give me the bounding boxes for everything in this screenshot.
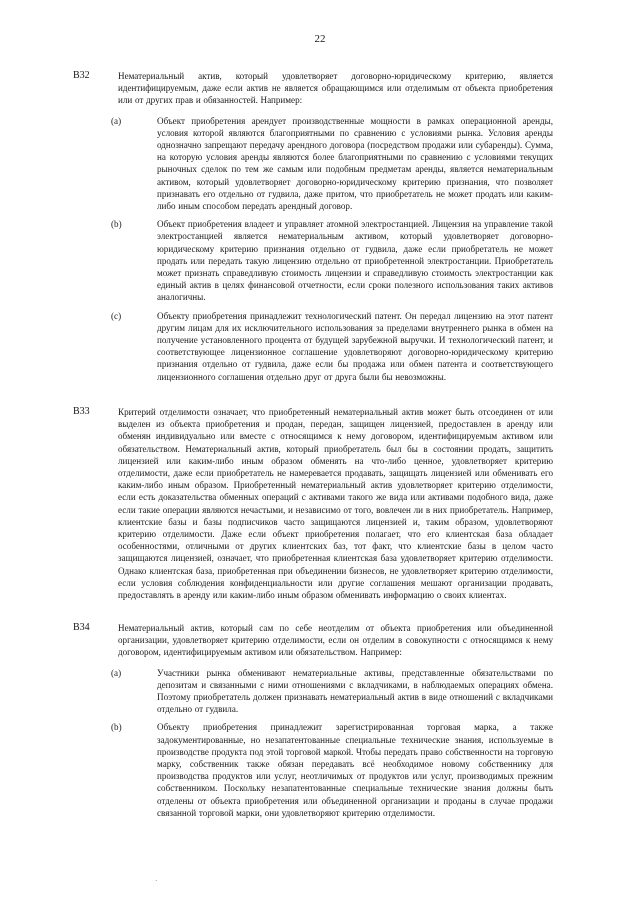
section-text: Критерий отделимости означает, что приобретенный нематериальный актив может быть отсоединен от или выделен из объекта приобретения и продан, передан, защищен лицензией, предоставлен в аренду или обменян индивидуально или вместе с относящимся к нему договором, идентифицируемым активом или обязательством. Нематериальный актив, который приобретатель был бы в состоянии продать, защитить лицензией или каким-либо иным образом обменять на что-либо ценное, удовлетворяет критерию отделимости, даже если приобретатель не намеревается продавать, защищать лицензией или обменивать его каким-либо иным образом. Приобретенный нематериальный актив удовлетворяет критерию отделимости, если есть доказательства обменных операций с активами такого же вида или активами подобного вида, даже если такие операции являются нечастыми, и независимо от того, вовлечен ли в них приобретатель. Например, клиентские базы и базы подписчиков часто защищаются лицензией и, таким образом, удовлетворяют критерию отделимости. Даже если объект приобретения полагает, что его клиентская база обладает особенностями, отличными от других клиентских баз, тот факт, что клиентские базы в целом часто защищаются лицензией, означает, что приобретенная клиентская база удовлетворяет критерию отделимости. Однако клиентская база, приобретенная при объединении бизнесов, не удовлетворяет критерию отделимости, если условия соблюдения конфиденциальности или другие соглашения мешают организации продавать, предоставлять в аренду или каким-либо иным образом обменивать информацию о своих клиентах. [118,407,553,601]
list-item-text: Объект приобретения арендует производственные мощности в рамках операционной аренды, условия которой являются благоприятными по сравнению с условиями рынка. Условия аренды однозначно запрещают передачу арендного договора (посредством продажи или субаренды). Сумма, на которую условия аренды являются более благоприятными по сравнению с условиями текущих рыночных сделок по тем же самым или подобным предметам аренды, является нематериальным активом, который удовлетворяет договорно-юридическому критерию признания, что позволяет признавать его отдельно от гудвила, даже притом, что приобретатель не может продать или каким-либо иным способом передать арендный договор. [157,115,553,212]
section-b34 [73,622,553,819]
section-id: B34 [73,622,90,633]
section-text: Нематериальный актив, который сам по себе неотделим от объекта приобретения или объединенной организации, удовлетворяет критерию отделимости, если он отделим в совокупности с относящимся к нему договором, идентифицируемым активом или обязательством. Например: [118,623,553,658]
list-item-marker: (a) [111,667,122,678]
list-item [111,667,553,716]
list-item-marker: (b) [111,219,122,230]
list-item [111,310,553,383]
list-item-text: Объекту приобретения принадлежит зарегистрированная торговая марка, а также задокументированные, но незапатентованные специальные технические знания, используемые в производстве продукта под этой торговой маркой. Чтобы передать право собственности на торговую марку, собственник также обязан передавать всё необходимое новому собственнику для производства продуктов или услуг, неотличимых от продуктов или услуг, производимых прежним собственником. Поскольку незапатентованные специальные технические знания должны быть отделены от объекта приобретения или объединенной организации и проданы в случае продажи связанной торговой марки, они удовлетворяют критерию отделимости. [157,722,553,818]
list-item-text: Участники рынка обменивают нематериальные активы, представленные обязательствами по депозитам и связанными с ними отношениями с вкладчиками, в наблюдаемых операциях обмена. Поэтому приобретатель должен признавать нематериальный актив в виде отношений с вкладчиками отдельно от гудвила. [157,667,553,715]
list-item-marker: (c) [111,310,122,321]
list-item-marker: (b) [111,722,122,733]
footer-mark: · [155,877,158,885]
list-item-text: Объект приобретения владеет и управляет атомной электростанцией. Лицензия на управление такой электростанцией является нематериальным активом, который удовлетворяет договорно-юридическому критерию признания отдельно от гудвила, даже если приобретатель не может продать или передать такую лицензию отдельно от приобретенной электростанции. Приобретатель может признать справедливую стоимость лицензии и справедливую стоимость электростанции как единый актив в целях финансовой отчетности, если сроки полезного использования таких активов аналогичны. [157,219,553,303]
list-item [111,115,553,213]
list-item-marker: (a) [111,115,122,126]
page-number: 22 [314,33,326,45]
list-item-text: Объекту приобретения принадлежит технологический патент. Он передал лицензию на этот патент другим лицам для их исключительного использования за пределами внутреннего рынка в обмен на получение установленного процента от будущей зарубежной выручки. И технологический патент, и соответствующее лицензионное соглашение удовлетворяют договорно-юридическому критерию признания отдельно от гудвила, даже если бы продажа или обмен патента и соответствующего лицензионного соглашения отдельно друг от друга были бы невозможны. [157,310,553,382]
list-item [111,721,553,819]
section-id: B32 [73,70,90,81]
section-id: B33 [73,406,90,417]
list-item [111,218,553,303]
section-b33 [73,406,553,601]
section-b32 [73,70,553,383]
section-text: Нематериальный актив, который удовлетворяет договорно-юридическому критерию, является идентифицируемым, даже если актив не является обращающимся или отделимым от объекта приобретения или от других прав и обязанностей. Например: [118,71,553,106]
